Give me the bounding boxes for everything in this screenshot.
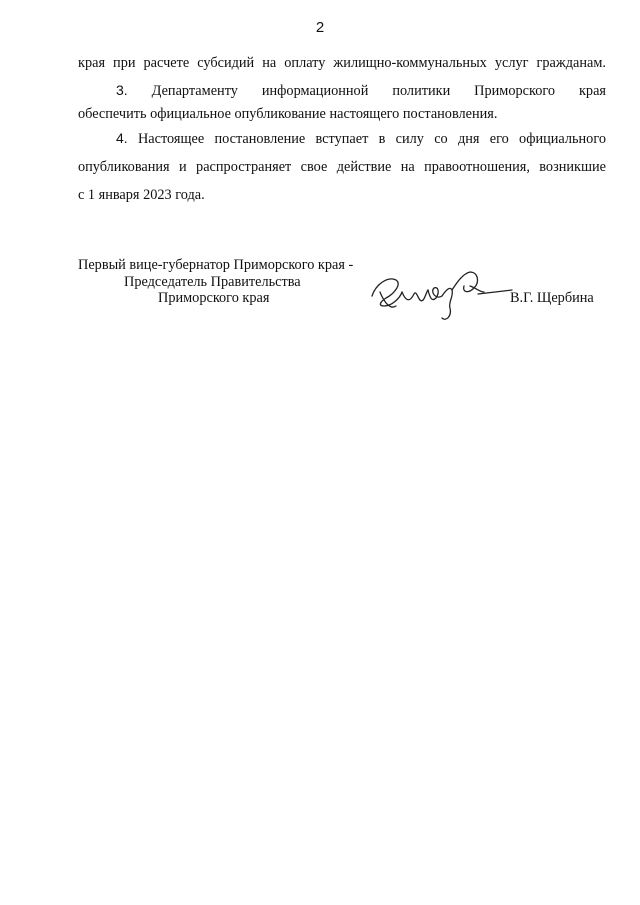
item-4-text: Настоящее постановление вступает в силу со дня его официального [137,131,606,147]
signatory-name: В.Г. Щербина [510,290,594,306]
paragraph-text: края при расчете субсидий на оплату жилищно-коммунальных услуг гражданам. [78,55,606,71]
page-number: 2 [315,19,325,36]
item-4-number: 4. [116,130,128,146]
signatory-title-line-3: Приморского края [158,290,270,306]
item-4-third-line: с 1 января 2023 года. [78,187,205,203]
item-3-first-line [116,81,606,100]
handwritten-signature [366,262,516,326]
signatory-title-line-1: Первый вице-губернатор Приморского края - [78,257,354,273]
signatory-title-line-2: Председатель Правительства [124,274,301,290]
item-4-first-line [116,129,606,148]
item-4-second-line: опубликования и распространяет свое действие на правоотношения, возникшие [78,159,606,175]
item-3-second-line: обеспечить официальное опубликование настоящего постановления. [78,106,498,122]
paragraph-line [78,54,606,72]
item-3-text: Департаменту информационной политики Приморского края [151,83,606,99]
item-3-number: 3. [116,82,128,98]
